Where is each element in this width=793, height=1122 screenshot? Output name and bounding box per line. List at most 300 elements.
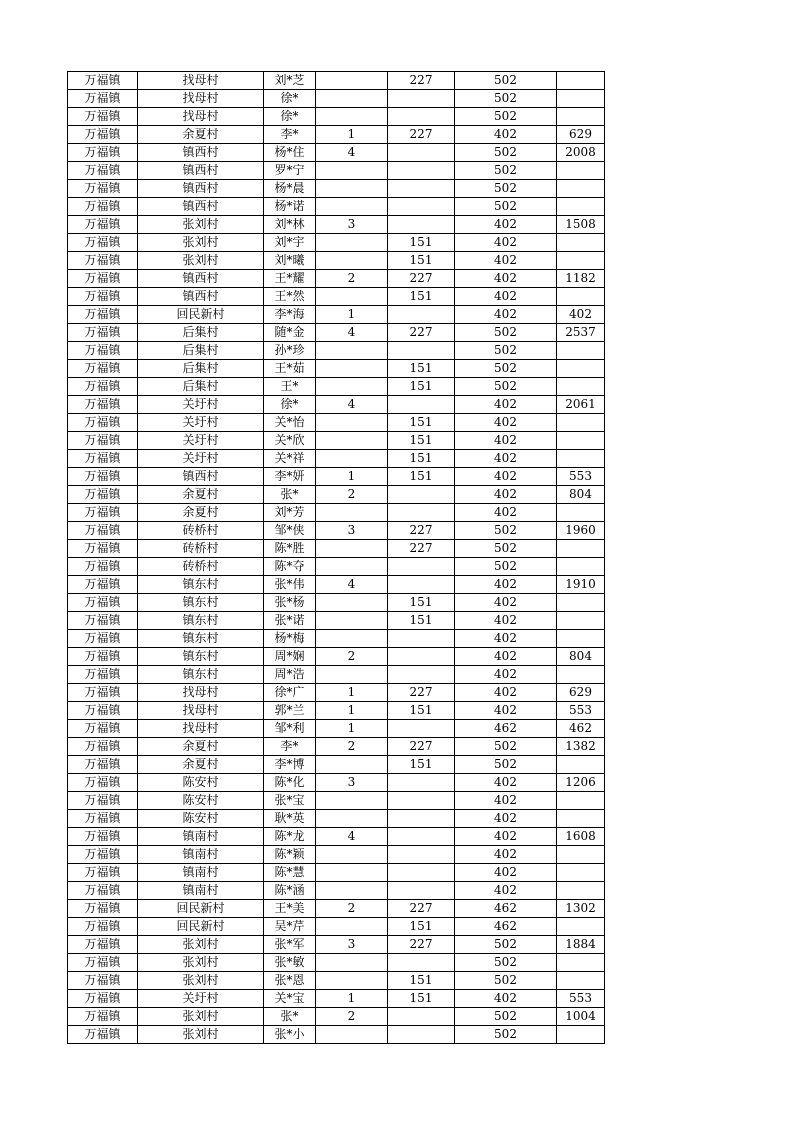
town-cell: 万福镇 [68,684,138,702]
household-count-cell: 3 [316,774,388,792]
table-row [68,954,605,972]
household-count-cell: 3 [316,936,388,954]
amount-b-cell: 502 [455,360,557,378]
name-cell: 陈*慧 [264,864,316,882]
name-cell: 刘*曦 [264,252,316,270]
amount-b-cell: 402 [455,468,557,486]
amount-a-cell [388,630,455,648]
household-count-cell [316,666,388,684]
household-count-cell [316,198,388,216]
town-cell: 万福镇 [68,810,138,828]
amount-a-cell: 151 [388,432,455,450]
amount-b-cell: 402 [455,414,557,432]
town-cell: 万福镇 [68,558,138,576]
amount-b-cell: 502 [455,954,557,972]
village-cell: 找母村 [138,72,264,90]
name-cell: 刘*芝 [264,72,316,90]
total-cell: 804 [557,648,605,666]
table-row [68,504,605,522]
household-count-cell [316,918,388,936]
village-cell: 砖桥村 [138,558,264,576]
table-row [68,72,605,90]
total-cell: 553 [557,990,605,1008]
household-count-cell [316,90,388,108]
town-cell: 万福镇 [68,990,138,1008]
amount-a-cell: 227 [388,936,455,954]
name-cell: 徐* [264,108,316,126]
total-cell: 1960 [557,522,605,540]
amount-a-cell [388,774,455,792]
name-cell: 杨*住 [264,144,316,162]
table-row [68,612,605,630]
household-count-cell: 4 [316,144,388,162]
total-cell [557,756,605,774]
amount-b-cell: 402 [455,306,557,324]
village-cell: 找母村 [138,90,264,108]
town-cell: 万福镇 [68,792,138,810]
total-cell [557,72,605,90]
amount-b-cell: 402 [455,432,557,450]
amount-a-cell [388,648,455,666]
amount-b-cell: 402 [455,576,557,594]
amount-a-cell: 227 [388,72,455,90]
amount-b-cell: 402 [455,810,557,828]
household-count-cell [316,162,388,180]
table-row [68,828,605,846]
household-count-cell [316,450,388,468]
name-cell: 李* [264,738,316,756]
household-count-cell: 3 [316,522,388,540]
village-cell: 镇南村 [138,882,264,900]
household-count-cell [316,72,388,90]
town-cell: 万福镇 [68,648,138,666]
name-cell: 陈*夺 [264,558,316,576]
household-count-cell: 1 [316,306,388,324]
amount-b-cell: 402 [455,486,557,504]
town-cell: 万福镇 [68,414,138,432]
amount-a-cell [388,162,455,180]
amount-a-cell [388,666,455,684]
amount-a-cell: 227 [388,270,455,288]
amount-b-cell: 502 [455,1008,557,1026]
amount-a-cell [388,792,455,810]
table-row [68,810,605,828]
village-cell: 镇东村 [138,576,264,594]
household-count-cell [316,108,388,126]
household-count-cell [316,972,388,990]
household-count-cell [316,612,388,630]
village-cell: 关圩村 [138,414,264,432]
total-cell: 1608 [557,828,605,846]
total-cell: 629 [557,684,605,702]
amount-a-cell: 151 [388,252,455,270]
town-cell: 万福镇 [68,216,138,234]
village-cell: 镇西村 [138,468,264,486]
amount-b-cell: 402 [455,684,557,702]
village-cell: 镇西村 [138,198,264,216]
name-cell: 王*耀 [264,270,316,288]
total-cell [557,378,605,396]
total-cell [557,594,605,612]
household-count-cell [316,414,388,432]
household-count-cell [316,1026,388,1044]
name-cell: 徐* [264,396,316,414]
table-row [68,306,605,324]
table-row [68,1026,605,1044]
name-cell: 王*然 [264,288,316,306]
village-cell: 余夏村 [138,486,264,504]
household-count-cell: 2 [316,648,388,666]
amount-b-cell: 502 [455,378,557,396]
table-row [68,342,605,360]
table-body [68,72,605,1044]
name-cell: 关*欣 [264,432,316,450]
table-row [68,144,605,162]
total-cell [557,540,605,558]
household-count-cell [316,756,388,774]
table-row [68,738,605,756]
amount-a-cell [388,486,455,504]
total-cell: 553 [557,468,605,486]
household-count-cell: 2 [316,270,388,288]
amount-a-cell: 151 [388,972,455,990]
amount-a-cell [388,180,455,198]
total-cell [557,504,605,522]
town-cell: 万福镇 [68,396,138,414]
amount-a-cell [388,954,455,972]
total-cell [557,666,605,684]
amount-b-cell: 402 [455,792,557,810]
village-cell: 回民新村 [138,918,264,936]
amount-a-cell [388,558,455,576]
amount-b-cell: 402 [455,396,557,414]
table-row [68,252,605,270]
village-cell: 镇东村 [138,612,264,630]
table-row [68,108,605,126]
table-row [68,396,605,414]
town-cell: 万福镇 [68,252,138,270]
town-cell: 万福镇 [68,576,138,594]
total-cell [557,414,605,432]
amount-b-cell: 502 [455,756,557,774]
amount-b-cell: 502 [455,180,557,198]
amount-a-cell: 151 [388,702,455,720]
town-cell: 万福镇 [68,144,138,162]
name-cell: 邹*侠 [264,522,316,540]
town-cell: 万福镇 [68,882,138,900]
household-count-cell [316,864,388,882]
town-cell: 万福镇 [68,972,138,990]
amount-b-cell: 462 [455,918,557,936]
amount-a-cell [388,306,455,324]
table-row [68,198,605,216]
household-count-cell: 4 [316,828,388,846]
table-row [68,180,605,198]
total-cell [557,954,605,972]
town-cell: 万福镇 [68,90,138,108]
total-cell [557,162,605,180]
town-cell: 万福镇 [68,774,138,792]
village-cell: 张刘村 [138,234,264,252]
household-count-cell [316,792,388,810]
table-row [68,378,605,396]
amount-a-cell: 151 [388,288,455,306]
household-count-cell [316,288,388,306]
amount-b-cell: 502 [455,162,557,180]
amount-b-cell: 502 [455,90,557,108]
village-cell: 镇西村 [138,144,264,162]
village-cell: 镇西村 [138,288,264,306]
total-cell [557,810,605,828]
amount-b-cell: 402 [455,216,557,234]
household-count-cell: 1 [316,990,388,1008]
name-cell: 随*金 [264,324,316,342]
table-row [68,360,605,378]
town-cell: 万福镇 [68,936,138,954]
village-cell: 镇南村 [138,828,264,846]
amount-b-cell: 502 [455,558,557,576]
name-cell: 张* [264,1008,316,1026]
amount-a-cell [388,396,455,414]
amount-a-cell: 151 [388,414,455,432]
name-cell: 周*浩 [264,666,316,684]
household-count-cell: 1 [316,702,388,720]
name-cell: 关*怡 [264,414,316,432]
amount-a-cell: 227 [388,522,455,540]
total-cell [557,450,605,468]
village-cell: 回民新村 [138,900,264,918]
amount-a-cell: 151 [388,234,455,252]
name-cell: 罗*宁 [264,162,316,180]
total-cell [557,360,605,378]
household-count-cell: 1 [316,720,388,738]
name-cell: 李*海 [264,306,316,324]
amount-a-cell [388,198,455,216]
village-cell: 张刘村 [138,216,264,234]
household-count-cell [316,504,388,522]
table-row [68,1008,605,1026]
name-cell: 邹*利 [264,720,316,738]
town-cell: 万福镇 [68,378,138,396]
amount-a-cell [388,576,455,594]
name-cell: 张*敏 [264,954,316,972]
amount-b-cell: 502 [455,936,557,954]
amount-a-cell [388,864,455,882]
amount-a-cell: 151 [388,378,455,396]
town-cell: 万福镇 [68,612,138,630]
total-cell [557,918,605,936]
name-cell: 李*博 [264,756,316,774]
village-cell: 张刘村 [138,1008,264,1026]
village-cell: 回民新村 [138,306,264,324]
table-row [68,216,605,234]
name-cell: 耿*英 [264,810,316,828]
village-cell: 陈安村 [138,774,264,792]
household-count-cell: 4 [316,576,388,594]
town-cell: 万福镇 [68,738,138,756]
village-cell: 镇东村 [138,666,264,684]
household-count-cell [316,882,388,900]
amount-b-cell: 402 [455,288,557,306]
amount-a-cell [388,882,455,900]
name-cell: 张*恩 [264,972,316,990]
town-cell: 万福镇 [68,666,138,684]
household-count-cell [316,342,388,360]
town-cell: 万福镇 [68,108,138,126]
household-count-cell [316,594,388,612]
amount-a-cell: 151 [388,594,455,612]
name-cell: 郭*兰 [264,702,316,720]
amount-b-cell: 402 [455,126,557,144]
household-count-cell [316,360,388,378]
table-row [68,288,605,306]
table-row [68,720,605,738]
village-cell: 余夏村 [138,504,264,522]
name-cell: 王* [264,378,316,396]
village-cell: 关圩村 [138,450,264,468]
amount-b-cell: 402 [455,450,557,468]
household-count-cell [316,810,388,828]
amount-b-cell: 502 [455,108,557,126]
total-cell: 1382 [557,738,605,756]
household-count-cell: 2 [316,486,388,504]
town-cell: 万福镇 [68,468,138,486]
town-cell: 万福镇 [68,900,138,918]
table-row [68,774,605,792]
household-count-cell: 1 [316,468,388,486]
total-cell [557,198,605,216]
table-row [68,648,605,666]
name-cell: 杨*梅 [264,630,316,648]
name-cell: 孙*珍 [264,342,316,360]
amount-b-cell: 402 [455,648,557,666]
name-cell: 徐*广 [264,684,316,702]
amount-b-cell: 402 [455,630,557,648]
total-cell [557,432,605,450]
name-cell: 陈*化 [264,774,316,792]
village-cell: 镇东村 [138,594,264,612]
amount-b-cell: 502 [455,72,557,90]
amount-a-cell [388,144,455,162]
name-cell: 杨*晨 [264,180,316,198]
amount-b-cell: 402 [455,504,557,522]
household-count-cell [316,846,388,864]
name-cell: 杨*诺 [264,198,316,216]
village-cell: 找母村 [138,108,264,126]
village-cell: 张刘村 [138,252,264,270]
table-row [68,918,605,936]
total-cell [557,1026,605,1044]
amount-a-cell [388,504,455,522]
town-cell: 万福镇 [68,954,138,972]
name-cell: 李*妍 [264,468,316,486]
total-cell: 1206 [557,774,605,792]
total-cell [557,846,605,864]
village-cell: 陈安村 [138,810,264,828]
table-row [68,234,605,252]
town-cell: 万福镇 [68,1008,138,1026]
town-cell: 万福镇 [68,288,138,306]
name-cell: 陈*胜 [264,540,316,558]
village-cell: 陈安村 [138,792,264,810]
amount-b-cell: 402 [455,612,557,630]
town-cell: 万福镇 [68,864,138,882]
total-cell: 402 [557,306,605,324]
table-row [68,972,605,990]
amount-b-cell: 402 [455,252,557,270]
name-cell: 关*宝 [264,990,316,1008]
total-cell [557,180,605,198]
amount-b-cell: 502 [455,738,557,756]
table-row [68,756,605,774]
amount-a-cell: 227 [388,684,455,702]
village-cell: 余夏村 [138,756,264,774]
household-count-cell: 4 [316,324,388,342]
town-cell: 万福镇 [68,702,138,720]
amount-b-cell: 402 [455,702,557,720]
village-cell: 余夏村 [138,738,264,756]
village-cell: 关圩村 [138,396,264,414]
village-cell: 找母村 [138,684,264,702]
total-cell [557,558,605,576]
total-cell [557,90,605,108]
name-cell: 张*诺 [264,612,316,630]
village-cell: 张刘村 [138,936,264,954]
data-table [67,71,605,1044]
table-row [68,432,605,450]
total-cell: 2537 [557,324,605,342]
amount-a-cell: 227 [388,540,455,558]
amount-a-cell [388,108,455,126]
household-count-cell: 2 [316,1008,388,1026]
total-cell [557,234,605,252]
total-cell [557,288,605,306]
village-cell: 镇南村 [138,846,264,864]
household-count-cell: 4 [316,396,388,414]
household-count-cell: 2 [316,738,388,756]
household-count-cell [316,378,388,396]
town-cell: 万福镇 [68,1026,138,1044]
village-cell: 镇南村 [138,864,264,882]
amount-a-cell [388,810,455,828]
amount-b-cell: 402 [455,774,557,792]
town-cell: 万福镇 [68,828,138,846]
table-row [68,666,605,684]
village-cell: 找母村 [138,702,264,720]
name-cell: 张*小 [264,1026,316,1044]
amount-b-cell: 402 [455,666,557,684]
table-row [68,990,605,1008]
amount-b-cell: 402 [455,270,557,288]
amount-a-cell [388,342,455,360]
name-cell: 陈*龙 [264,828,316,846]
amount-b-cell: 502 [455,972,557,990]
amount-a-cell [388,1008,455,1026]
name-cell: 李* [264,126,316,144]
village-cell: 镇西村 [138,180,264,198]
town-cell: 万福镇 [68,324,138,342]
amount-b-cell: 402 [455,990,557,1008]
amount-b-cell: 502 [455,1026,557,1044]
household-count-cell [316,180,388,198]
table-row [68,324,605,342]
amount-b-cell: 502 [455,522,557,540]
household-count-cell [316,234,388,252]
total-cell [557,252,605,270]
household-count-cell [316,630,388,648]
amount-a-cell: 227 [388,738,455,756]
village-cell: 余夏村 [138,126,264,144]
